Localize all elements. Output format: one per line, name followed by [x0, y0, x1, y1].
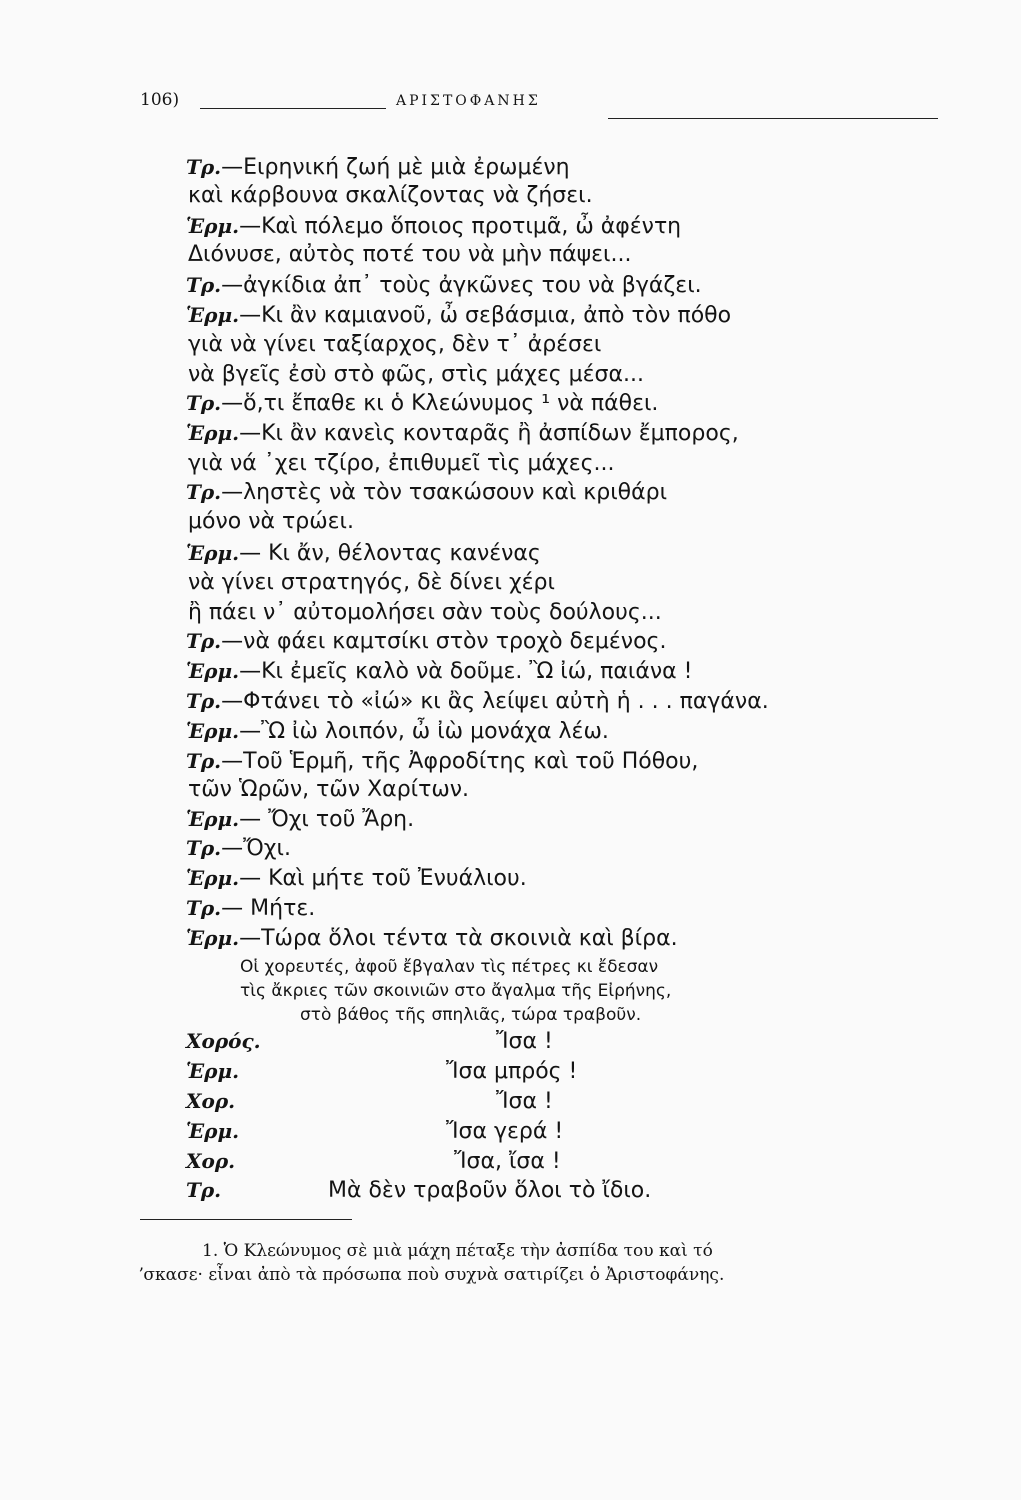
- dialogue-line: [186, 718, 609, 745]
- speaker-label: Τρ.: [186, 836, 222, 860]
- dialogue-line: [188, 182, 593, 209]
- stage-direction-line: Οἱ χορευτές, ἀφοῦ ἔβγαλαν τὶς πέτρες κι ἔδεσαν: [240, 957, 659, 977]
- line-text: —ὅ,τι ἔπαθε κι ὁ Κλεώνυμος ¹ νὰ πάθει.: [221, 391, 659, 416]
- line-text: νὰ γίνει στρατηγός, δὲ δίνει χέρι: [188, 570, 555, 595]
- dialogue-line: [186, 658, 692, 685]
- dialogue-line: [186, 835, 291, 862]
- dialogue-line: [188, 241, 631, 268]
- dialogue-line: [186, 213, 681, 240]
- speaker-label: Τρ.: [186, 273, 222, 297]
- dialogue-line: [188, 361, 644, 388]
- line-text: —ἀγκίδια ἀπ᾽ τοὺς ἀγκῶνες του νὰ βγάζει.: [221, 273, 702, 298]
- chant-line: [186, 1177, 651, 1204]
- speaker-label: Τρ.: [186, 155, 222, 179]
- line-text: Διόνυσε, αὐτὸς ποτέ του νὰ μὴν πάψει...: [188, 242, 632, 267]
- page-number: 106): [140, 90, 180, 110]
- line-text: Ἴσα γερά !: [446, 1119, 564, 1144]
- dialogue-line: [186, 302, 731, 329]
- line-text: — Μήτε.: [221, 896, 316, 921]
- stage-direction-line: στὸ βάθος τῆς σπηλιᾶς, τώρα τραβοῦν.: [300, 1005, 642, 1025]
- speaker-label: Ἑρμ.: [186, 807, 240, 831]
- chant-line: [186, 1148, 561, 1175]
- line-text: —Κι ἂν καμιανοῦ, ὦ σεβάσμια, ἀπὸ τὸν πόθο: [239, 303, 732, 328]
- line-text: — Ὄχι τοῦ Ἄρη.: [239, 807, 415, 832]
- dialogue-line: [186, 479, 667, 506]
- dialogue-line: [188, 331, 601, 358]
- chant-line: [186, 1058, 577, 1085]
- dialogue-line: [186, 540, 541, 567]
- speaker-label: Χορός.: [186, 1029, 261, 1053]
- footnote-rule: [140, 1219, 352, 1220]
- speaker-label: Ἑρμ.: [186, 421, 240, 445]
- speaker-label: Ἑρμ.: [186, 926, 240, 950]
- running-title: ΑΡΙΣΤΟΦΑΝΗΣ: [396, 93, 541, 109]
- speaker-label: Τρ.: [186, 391, 222, 415]
- speaker-label: Ἑρμ.: [186, 659, 240, 683]
- line-text: —Τώρα ὅλοι τέντα τὰ σκοινιὰ καὶ βίρα.: [239, 926, 678, 951]
- dialogue-line: [186, 925, 678, 952]
- dialogue-line: [186, 895, 315, 922]
- speaker-label: Τρ.: [186, 896, 222, 920]
- line-text: — Καὶ μήτε τοῦ Ἐνυάλιου.: [239, 866, 527, 891]
- speaker-label: Τρ.: [186, 749, 222, 773]
- dialogue-line: [186, 688, 769, 715]
- line-text: τῶν Ὡρῶν, τῶν Χαρίτων.: [188, 777, 470, 802]
- speaker-label: Ἑρμ.: [186, 719, 240, 743]
- line-text: —Ὢ ἰὼ λοιπόν, ὦ ἰὼ μονάχα λέω.: [239, 719, 609, 744]
- line-text: Ἴσα μπρός !: [446, 1059, 578, 1084]
- dialogue-line: [186, 806, 414, 833]
- chant-line: [186, 1028, 553, 1055]
- line-text: —Ειρηνική ζωή μὲ μιὰ ἐρωμένη: [221, 155, 570, 180]
- speaker-label: Χορ.: [186, 1149, 236, 1173]
- dialogue-line: [186, 748, 698, 775]
- footnote-line: ʼσκασε· εἶναι ἀπὸ τὰ πρόσωπα ποὺ συχνὰ σατιρίζει ὁ Ἀριστοφάνης.: [138, 1265, 725, 1285]
- dialogue-line: [188, 450, 615, 477]
- dialogue-line: [188, 508, 354, 535]
- line-text: —Κι ἂν κανεὶς κονταρᾶς ἢ ἀσπίδων ἔμπορος,: [239, 421, 739, 446]
- dialogue-line: [186, 865, 527, 892]
- line-text: Ἴσα !: [496, 1029, 553, 1054]
- speaker-label: Τρ.: [186, 629, 222, 653]
- speaker-label: Χορ.: [186, 1089, 236, 1113]
- speaker-label: Ἑρμ.: [186, 1119, 240, 1143]
- speaker-label: Τρ.: [186, 1178, 222, 1202]
- line-text: Ἴσα !: [496, 1089, 553, 1114]
- dialogue-line: [186, 390, 658, 417]
- header-rule-left: [200, 108, 386, 109]
- dialogue-line: [188, 776, 469, 803]
- dialogue-line: [188, 599, 662, 626]
- line-text: —Κι ἐμεῖς καλὸ νὰ δοῦμε. Ὢ ἰώ, παιάνα !: [239, 659, 693, 684]
- line-text: ἢ πάει ν᾽ αὐτομολήσει σὰν τοὺς δούλους...: [188, 600, 662, 625]
- line-text: νὰ βγεῖς ἐσὺ στὸ φῶς, στὶς μάχες μέσα...: [188, 362, 644, 387]
- stage-direction-line: τὶς ἄκριες τῶν σκοινιῶν στο ἄγαλμα τῆς Εἰρήνης,: [240, 981, 672, 1001]
- line-text: γιὰ νὰ γίνει ταξίαρχος, δὲν τ᾽ ἀρέσει: [188, 332, 602, 357]
- line-text: Ἴσα, ἴσα !: [454, 1149, 561, 1174]
- speaker-label: Τρ.: [186, 689, 222, 713]
- line-text: —Ὄχι.: [221, 836, 291, 861]
- line-text: —Καὶ πόλεμο ὅποιος προτιμᾶ, ὦ ἀφέντη: [239, 214, 682, 239]
- line-text: —Τοῦ Ἑρμῆ, τῆς Ἀφροδίτης καὶ τοῦ Πόθου,: [221, 749, 699, 774]
- line-text: μόνο νὰ τρώει.: [188, 509, 354, 534]
- speaker-label: Ἑρμ.: [186, 541, 240, 565]
- line-text: καὶ κάρβουνα σκαλίζοντας νὰ ζήσει.: [188, 183, 593, 208]
- line-text: γιὰ νά ᾽χει τζίρο, ἐπιθυμεῖ τὶς μάχες...: [188, 451, 615, 476]
- dialogue-line: [186, 420, 739, 447]
- dialogue-line: [186, 154, 570, 181]
- line-text: — Κι ἄν, θέλοντας κανένας: [239, 541, 541, 566]
- line-text: —Φτάνει τὸ «ἰώ» κι ἂς λείψει αὐτὴ ἡ . . . παγάνα.: [221, 689, 769, 714]
- chant-line: [186, 1088, 553, 1115]
- dialogue-line: [186, 628, 666, 655]
- running-header: [140, 88, 940, 118]
- line-text: —ληστὲς νὰ τὸν τσακώσουν καὶ κριθάρι: [221, 480, 668, 505]
- speaker-label: Ἑρμ.: [186, 303, 240, 327]
- dialogue-line: [186, 272, 702, 299]
- line-text: Μὰ δὲν τραβοῦν ὅλοι τὸ ἴδιο.: [328, 1178, 652, 1203]
- line-text: —νὰ φάει καμτσίκι στὸν τροχὸ δεμένος.: [221, 629, 667, 654]
- dialogue-line: [188, 569, 555, 596]
- footnote-line: 1. Ὁ Κλεώνυμος σὲ μιὰ μάχη πέταξε τὴν ἀσπίδα του καὶ τό: [202, 1241, 713, 1261]
- speaker-label: Ἑρμ.: [186, 214, 240, 238]
- speaker-label: Τρ.: [186, 480, 222, 504]
- header-rule-right: [608, 118, 938, 119]
- speaker-label: Ἑρμ.: [186, 1059, 240, 1083]
- speaker-label: Ἑρμ.: [186, 866, 240, 890]
- chant-line: [186, 1118, 563, 1145]
